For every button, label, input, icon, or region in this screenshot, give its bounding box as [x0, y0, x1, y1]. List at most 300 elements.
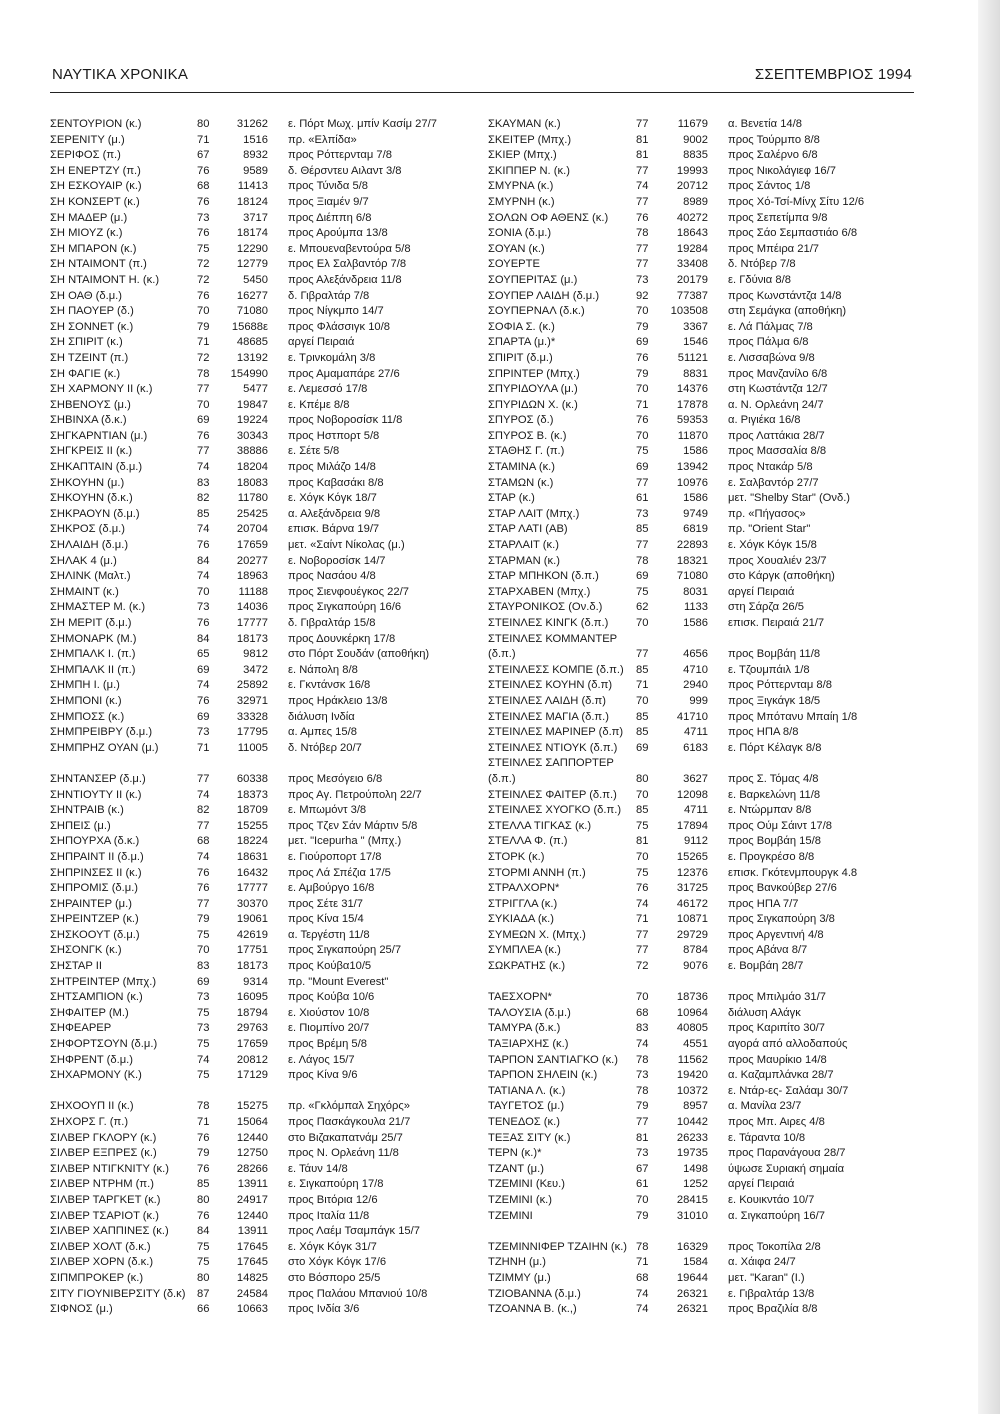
tonnage: 19061 [236, 913, 268, 926]
tonnage: 12440 [236, 1209, 268, 1222]
tonnage: 12290 [236, 242, 268, 255]
build-year: 77 [636, 476, 649, 489]
build-year: 74 [636, 897, 649, 910]
status-note: ε. Βομβάη 28/7 [728, 960, 804, 973]
ship-name: ΣΗ ΜΕΡΙΤ (δ.μ.) [50, 617, 132, 629]
ship-name: ΤΕΞΑΣ ΣΙΤΥ (κ.) [488, 1131, 571, 1144]
status-note: ε. Κπέμε 8/8 [288, 398, 350, 411]
tonnage: 12098 [676, 788, 708, 801]
build-year: 69 [197, 710, 210, 723]
build-year: 68 [197, 835, 210, 848]
status-note: προς Κίνα 15/4 [288, 913, 364, 926]
status-note: ε. Λάγος 15/7 [288, 1053, 355, 1066]
status-note: διάλυση Ινδία [288, 710, 355, 723]
ship-row [486, 585, 916, 601]
ship-name: ΣΗΜΠΟΣΣ (κ.) [50, 710, 125, 723]
build-year: 75 [636, 866, 649, 879]
status-note: μετ. "Shelby Star" (Ονδ.) [728, 492, 851, 505]
build-year: 70 [636, 305, 649, 318]
build-year: 78 [197, 367, 210, 380]
row-spacer [486, 975, 916, 991]
status-note: πρ. «Γκλόμπαλ Σηχόρς» [288, 1100, 411, 1113]
tonnage: 154990 [230, 367, 268, 380]
status-note: προς Σεπετίμπα 9/8 [728, 211, 828, 224]
status-note: αργεί Πειραιά [728, 1178, 795, 1191]
status-note: προς Τζεν Σάν Μάρτιν 5/8 [288, 819, 418, 832]
ship-row [50, 226, 480, 242]
build-year: 71 [197, 336, 210, 349]
build-year: 74 [197, 570, 210, 583]
build-year: 72 [197, 258, 210, 271]
ship-name: ΣΗΠΕΙΣ (μ.) [50, 819, 111, 832]
build-year: 81 [636, 1131, 649, 1144]
ship-name: ΣΙΛΒΕΡ ΧΟΛΤ (δ.κ.) [50, 1240, 151, 1253]
ship-name: ΣΤΕΙΝΛΕΣ ΚΙΝΓΚ (δ.π.) [488, 617, 609, 629]
build-year: 68 [636, 1006, 649, 1019]
ship-row [50, 491, 480, 507]
ship-name: ΤΕΡΝ (κ.)* [488, 1147, 542, 1160]
status-note: προς Σαλέρνο 6/8 [728, 149, 818, 162]
ship-name: ΣΗ ΦΑΓΙΕ (κ.) [50, 367, 121, 380]
ship-name: ΣΠΑΡΤΑ (μ.)* [488, 336, 556, 349]
tonnage: 18204 [236, 461, 268, 474]
build-year: 80 [197, 1271, 210, 1284]
status-note: ε. Τάραντα 10/8 [728, 1131, 806, 1144]
ship-name: ΣΕΡΕΝΙΤΥ (μ.) [50, 133, 125, 146]
ship-name: ΣΗΤΡΕΙΝΤΕΡ (Μπχ.) [50, 975, 157, 988]
ship-row [486, 866, 916, 882]
build-year: 84 [197, 554, 210, 567]
ship-name: ΣΤΑΡ (κ.) [488, 492, 535, 505]
tonnage: 12376 [676, 866, 708, 879]
ship-name: ΤΑΤΙΑΝΑ Λ. (κ.) [488, 1084, 566, 1097]
ship-name: ΣΙΦΝΟΣ (μ.) [50, 1303, 113, 1316]
ship-row [486, 164, 916, 180]
tonnage: 9314 [243, 975, 268, 988]
ship-name: ΣΗΤΣΑΜΠΙΟΝ (κ.) [50, 991, 143, 1004]
ship-name: ΣΗΝΤΑΝΣΕΡ (δ.μ.) [50, 772, 146, 785]
ship-name: ΣΚΕΙΤΕΡ (Μπχ.) [488, 133, 572, 146]
tonnage: 18173 [236, 632, 268, 645]
tonnage: 20179 [676, 273, 708, 286]
build-year: 76 [197, 1209, 210, 1222]
tonnage: 77387 [676, 289, 708, 302]
ship-row [50, 1271, 480, 1287]
tonnage: 12440 [236, 1131, 268, 1144]
ship-name: ΣΗ ΤΖΕΙΝΤ (π.) [50, 351, 129, 364]
ship-name: ΣΗΧΟΡΣ Γ. (π.) [50, 1116, 129, 1128]
status-note: δ. Ντόβερ 20/7 [288, 741, 362, 754]
tonnage: 28266 [236, 1162, 268, 1175]
ship-name: ΣΙΛΒΕΡ ΧΟΡΝ (δ.κ.) [50, 1256, 154, 1269]
ship-row [486, 148, 916, 164]
status-note: μετ. "Karan" (Ι.) [728, 1271, 805, 1284]
tonnage: 11679 [677, 118, 708, 130]
ship-row [486, 600, 916, 616]
tonnage: 14036 [236, 601, 268, 614]
build-year: 82 [197, 492, 210, 505]
ship-name: ΣΟΛΩΝ ΟΦ ΑΘΕΝΣ (κ.) [488, 211, 609, 224]
build-year: 83 [636, 1022, 649, 1035]
ship-name: ΣΗΦΕΑΡΕΡ [50, 1022, 112, 1035]
status-note: στο Πόρτ Σουδάν (αποθήκη) [288, 648, 430, 661]
build-year: 71 [636, 1256, 649, 1269]
status-note: προς Σέτε 31/7 [288, 897, 363, 910]
status-note: προς Λά Σπέζια 17/5 [288, 866, 391, 879]
status-note: α. Μανίλα 23/7 [728, 1100, 802, 1113]
ship-name: ΣΤΕΙΝΛΕΣ ΧΥΟΓΚΟ (δ.π.) [488, 804, 622, 817]
ship-name: ΣΠΥΡΟΣ (δ.) [488, 414, 554, 427]
ship-row [50, 1177, 480, 1193]
ship-name: ΣΟΥΠΕΡ ΛΑΙΔΗ (δ.μ.) [488, 289, 600, 302]
tonnage: 26233 [676, 1131, 708, 1144]
tonnage: 13942 [676, 461, 708, 474]
ship-row [486, 647, 916, 663]
ship-name: ΣΤΑΡΛΑΙΤ (κ.) [488, 539, 559, 552]
ship-row [50, 1115, 480, 1131]
ship-name: ΤΑΛΟΥΣΙΑ (δ.μ.) [488, 1006, 571, 1019]
build-year: 69 [636, 741, 649, 754]
tonnage: 19847 [236, 398, 268, 411]
build-year: 77 [197, 383, 210, 396]
ship-name: ΣΗ ΕΣΚΟΥΑΙΡ (κ.) [50, 180, 142, 193]
build-year: 70 [197, 944, 210, 957]
ship-name: ΣΗ ΣΟΝΝΕΤ (κ.) [50, 320, 134, 333]
ship-row [50, 117, 480, 133]
tonnage: 4711 [683, 726, 708, 739]
ship-name: ΣΗΝΤΡΑΙΒ (κ.) [50, 804, 124, 817]
ship-name: ΣΗ ΕΝΕΡΤΖΥ (π.) [50, 164, 141, 177]
ship-name: ΤΑΜΥΡΑ (δ.κ.) [488, 1022, 561, 1035]
status-note: προς Λαττάκια 28/7 [728, 429, 825, 442]
publication-title: ΝΑΥΤΙΚΑ ΧΡΟΝΙΚΑ [52, 66, 189, 83]
status-note: ε. Γιβραλτάρ 13/8 [728, 1287, 815, 1300]
ship-name: ΤΖΙΜΜΥ (μ.) [488, 1271, 551, 1284]
tonnage: 19993 [676, 164, 708, 177]
build-year: 75 [636, 445, 649, 458]
status-note: επισκ. Γκότενμπουργκ 4.8 [728, 866, 858, 879]
build-year: 85 [636, 523, 649, 536]
ship-name: ΣΤΕΛΛΑ ΤΙΓΚΑΣ (κ.) [488, 819, 592, 832]
build-year: 75 [197, 928, 210, 941]
tonnage: 18173 [236, 960, 268, 973]
status-note: μετ. «Σαίντ Νίκολας (μ.) [288, 539, 405, 552]
ship-name: ΤΑΞΙΑΡΧΗΣ (κ.) [488, 1038, 569, 1051]
ship-row [486, 413, 916, 429]
tonnage: 16095 [236, 991, 268, 1004]
ship-name: ΣΗΜΟΝΑΡΚ (Μ.) [50, 632, 137, 645]
ship-row [486, 476, 916, 492]
ship-row [486, 491, 916, 507]
build-year: 80 [197, 118, 210, 130]
ship-row [50, 1006, 480, 1022]
tonnage: 1586 [683, 617, 708, 629]
tonnage: 1584 [683, 1256, 708, 1269]
build-year: 74 [197, 679, 210, 692]
build-year: 73 [636, 507, 649, 520]
ship-row [50, 1287, 480, 1303]
build-year: 77 [636, 539, 649, 552]
ship-name: ΣΤΑΥΡΟΝΙΚΟΣ (Ον.δ.) [488, 601, 603, 614]
ship-row [50, 1240, 480, 1256]
tonnage: 31725 [676, 882, 708, 895]
build-year: 80 [636, 772, 649, 785]
tonnage: 16277 [236, 289, 268, 302]
ship-name: ΣΤΟΡΜΙ ΑΝΝΗ (π.) [488, 866, 586, 879]
ship-row [486, 819, 916, 835]
tonnage: 12779 [236, 258, 268, 271]
tonnage: 16432 [236, 866, 268, 879]
ship-row [50, 460, 480, 476]
build-year: 85 [197, 1178, 210, 1191]
ship-row [486, 351, 916, 367]
tonnage: 24917 [236, 1193, 268, 1206]
tonnage: 15064 [236, 1116, 268, 1128]
status-note: στη Σάρζα 26/5 [728, 601, 804, 614]
ship-row [50, 429, 480, 445]
ship-name: ΣΗΣΤΑΡ ΙΙ [50, 960, 102, 973]
status-note: προς Μπ. Αιρες 4/8 [728, 1116, 825, 1128]
ship-row [50, 413, 480, 429]
build-year: 77 [636, 944, 649, 957]
ship-name: ΣΩΚΡΑΤΗΣ (κ.) [488, 960, 566, 973]
tonnage: 1586 [683, 492, 708, 505]
tonnage: 9749 [683, 507, 708, 520]
build-year: 79 [636, 1100, 649, 1113]
tonnage: 14825 [236, 1271, 268, 1284]
tonnage: 30370 [236, 897, 268, 910]
ship-row [486, 117, 916, 133]
build-year: 76 [197, 289, 210, 302]
status-note: ε. Προγκρέσο 8/8 [728, 850, 815, 863]
status-note: ε. Γδύνια 8/8 [728, 273, 791, 286]
tonnage: 17894 [676, 819, 708, 832]
tonnage: 33408 [676, 258, 708, 271]
ship-row [486, 788, 916, 804]
ship-row [50, 257, 480, 273]
status-note: προς Κωνστάντζα 14/8 [728, 289, 842, 302]
status-note: προς Παλάου Μπανιού 10/8 [288, 1287, 428, 1300]
status-note: στο Βόσπορο 25/5 [288, 1271, 381, 1284]
status-note: προς Μιλάζο 14/8 [288, 461, 376, 474]
ship-name: ΣΗΦΡΕΝΤ (δ.μ.) [50, 1053, 134, 1066]
status-note: προς Παρανάγουα 28/7 [728, 1147, 846, 1160]
ship-name: ΣΗΜΑΙΝΤ (κ.) [50, 585, 119, 598]
status-note: διάλυση Αλάγκ [728, 1006, 801, 1019]
ship-row [50, 351, 480, 367]
ship-row [50, 382, 480, 398]
status-note: προς Ιταλία 11/8 [288, 1209, 370, 1222]
ship-row [486, 912, 916, 928]
build-year: 78 [636, 227, 649, 240]
status-note: επισκ. Βάρνα 19/7 [288, 523, 380, 536]
ship-name: ΣΗ ΜΙΟΥΖ (κ.) [50, 227, 123, 240]
ship-row [50, 242, 480, 258]
tonnage: 8784 [683, 944, 708, 957]
row-spacer [50, 756, 480, 772]
status-note: προς Κίνα 9/6 [288, 1069, 358, 1082]
ship-row [50, 959, 480, 975]
build-year: 77 [197, 445, 210, 458]
build-year: 77 [636, 258, 649, 271]
row-spacer [486, 1224, 916, 1240]
tonnage: 28415 [676, 1193, 708, 1206]
status-note: προς Νικολάγιεφ 16/7 [728, 164, 836, 177]
build-year: 78 [636, 1053, 649, 1066]
tonnage: 19224 [236, 414, 268, 427]
status-note: προς Πασκάγκουλα 21/7 [288, 1116, 411, 1128]
build-year: 73 [636, 1147, 649, 1160]
ship-name: ΣΚΙΠΠΕΡ Ν. (κ.) [488, 164, 570, 177]
build-year: 77 [636, 1116, 649, 1128]
ship-row [486, 616, 916, 632]
status-note: προς Βομβάη 15/8 [728, 835, 821, 848]
ship-row [486, 1240, 916, 1256]
status-note: προς Πάλμα 6/8 [728, 336, 809, 349]
status-note: προς Σιγκαπούρη 16/6 [288, 601, 402, 614]
ship-row [50, 819, 480, 835]
tonnage: 10871 [676, 913, 708, 926]
status-note: ε. Σιγκαπούρη 17/8 [288, 1178, 384, 1191]
tonnage: 71080 [236, 305, 268, 318]
build-year: 81 [636, 835, 649, 848]
status-note: προς Τύνιδα 5/8 [288, 180, 369, 193]
ship-row [50, 834, 480, 850]
ship-row [50, 320, 480, 336]
build-year: 80 [197, 1193, 210, 1206]
build-year: 78 [636, 1240, 649, 1253]
status-note: προς Ηράκλειο 13/8 [288, 694, 388, 707]
build-year: 72 [636, 960, 649, 973]
ship-row [50, 522, 480, 538]
ship-row [486, 179, 916, 195]
build-year: 76 [197, 539, 210, 552]
ship-name: ΣΤΡΑΛΧΟΡΝ* [488, 882, 560, 895]
build-year: 77 [636, 242, 649, 255]
ship-row [486, 943, 916, 959]
status-note: ε. Ντάρ-ες- Σαλάαμ 30/7 [728, 1084, 849, 1097]
build-year: 79 [636, 1209, 649, 1222]
status-note: α. Καζαμπλάνκα 28/7 [728, 1069, 834, 1082]
ship-row [50, 788, 480, 804]
ship-row [486, 834, 916, 850]
build-year: 76 [197, 694, 210, 707]
ship-name: (δ.π.) [488, 772, 516, 785]
ship-name: ΣΚΑΥΜΑΝ (κ.) [488, 118, 561, 130]
ship-name: ΣΗΓΚΑΡΝΤΙΑΝ (μ.) [50, 429, 148, 442]
ship-row [486, 663, 916, 679]
build-year: 73 [636, 273, 649, 286]
ship-row [50, 741, 480, 757]
tonnage: 9812 [243, 648, 268, 661]
ship-row [486, 1193, 916, 1209]
ship-name: ΣΥΜΠΛΕΑ (κ.) [488, 944, 561, 957]
build-year: 74 [197, 523, 210, 536]
tonnage: 1498 [683, 1162, 708, 1175]
ship-row [50, 990, 480, 1006]
ship-name: ΣΤΡΙΓΓΛΑ (κ.) [488, 897, 558, 910]
tonnage: 11188 [238, 585, 268, 598]
ship-name: ΣΗΛΑΙΔΗ (δ.μ.) [50, 539, 129, 552]
status-note: ε. Πιομπίνο 20/7 [288, 1022, 370, 1035]
ship-name: ΣΤΑΡ ΛΑΙΤ (Μπχ.) [488, 507, 580, 520]
build-year: 70 [636, 850, 649, 863]
build-year: 69 [636, 461, 649, 474]
ship-row [50, 1193, 480, 1209]
tonnage: 48685 [236, 336, 268, 349]
tonnage: 18631 [236, 850, 268, 863]
ship-name: ΣΗΠΡΙΝΣΕΣ ΙΙ (κ.) [50, 866, 142, 879]
status-note: ε. Βαρκελώνη 11/8 [728, 788, 821, 801]
status-note: α. Αλεξάνδρεια 9/8 [288, 507, 381, 520]
tonnage: 30343 [236, 429, 268, 442]
status-note: προς Σιενφουέγκος 22/7 [288, 585, 409, 598]
status-note: προς Σάντος 1/8 [728, 180, 811, 193]
tonnage: 24584 [236, 1287, 268, 1300]
status-note: ε. Κουικντάο 10/7 [728, 1193, 815, 1206]
tonnage: 999 [689, 694, 708, 707]
tonnage: 103508 [670, 305, 708, 318]
status-note: ε. Μπωμόντ 3/8 [288, 804, 367, 817]
ship-row [486, 928, 916, 944]
ship-name: ΣΗΣΟΝΓΚ (κ.) [50, 944, 122, 957]
build-year: 75 [197, 1240, 210, 1253]
ship-name: ΣΟΥΠΕΡΝΑΛ (δ.κ.) [488, 305, 585, 318]
ship-name: ΣΤΟΡΚ (κ.) [488, 850, 545, 863]
build-year: 79 [636, 367, 649, 380]
ship-name: ΣΗΧΑΡΜΟΝΥ (Κ.) [50, 1069, 142, 1082]
ship-row [50, 507, 480, 523]
ship-row [50, 335, 480, 351]
build-year: 71 [636, 679, 649, 692]
status-note: προς Αγ. Πετρούπολη 22/7 [288, 788, 422, 801]
build-year: 73 [636, 1069, 649, 1082]
tonnage: 71080 [676, 570, 708, 583]
build-year: 75 [197, 1006, 210, 1019]
build-year: 74 [636, 1287, 649, 1300]
ship-name: ΣΤΑΘΗΣ Γ. (π.) [488, 445, 565, 458]
ship-name: ΣΤΑΡΜΑΝ (κ.) [488, 554, 560, 567]
build-year: 79 [197, 913, 210, 926]
tonnage: 19420 [676, 1069, 708, 1082]
ship-name: ΣΗΠΡΟΜΙΣ (δ.μ.) [50, 882, 139, 895]
status-note: προς Διέππη 6/8 [288, 211, 372, 224]
ship-name: ΣΗΓΚΡΕΙΣ ΙΙ (κ.) [50, 445, 133, 458]
ship-row [50, 928, 480, 944]
status-note: προς Σιγκαπούρη 3/8 [728, 913, 835, 926]
status-note: προς Τοκοπίλα 2/8 [728, 1240, 821, 1253]
ship-row [50, 1099, 480, 1115]
build-year: 84 [197, 632, 210, 645]
ship-name: ΤΖΗΝΗ (μ.) [488, 1256, 547, 1269]
status-note: προς Τούρμπο 8/8 [728, 133, 820, 146]
ship-row [50, 647, 480, 663]
ship-row [50, 897, 480, 913]
status-note: προς Σάο Σεμπαστιάο 6/8 [728, 227, 858, 240]
status-note: αγορά από αλλοδαπούς [728, 1038, 848, 1051]
ship-name: ΣΗΜΠΑΛΚ Ι. (π.) [50, 648, 136, 661]
ship-name: ΣΙΛΒΕΡ ΧΑΠΠΙΝΕΣ (κ.) [50, 1225, 169, 1238]
status-note: προς Αρούμπα 13/8 [288, 227, 388, 240]
ship-name: ΣΗ ΝΤΑΙΜΟΝΤ (π.) [50, 258, 147, 271]
build-year: 70 [636, 788, 649, 801]
build-year: 73 [197, 211, 210, 224]
status-note: ε. Νάπολη 8/8 [288, 663, 358, 676]
build-year: 75 [197, 242, 210, 255]
header-rule [50, 92, 914, 93]
ship-row [50, 367, 480, 383]
status-note: προς Νοβοροσίσκ 11/8 [288, 414, 403, 427]
